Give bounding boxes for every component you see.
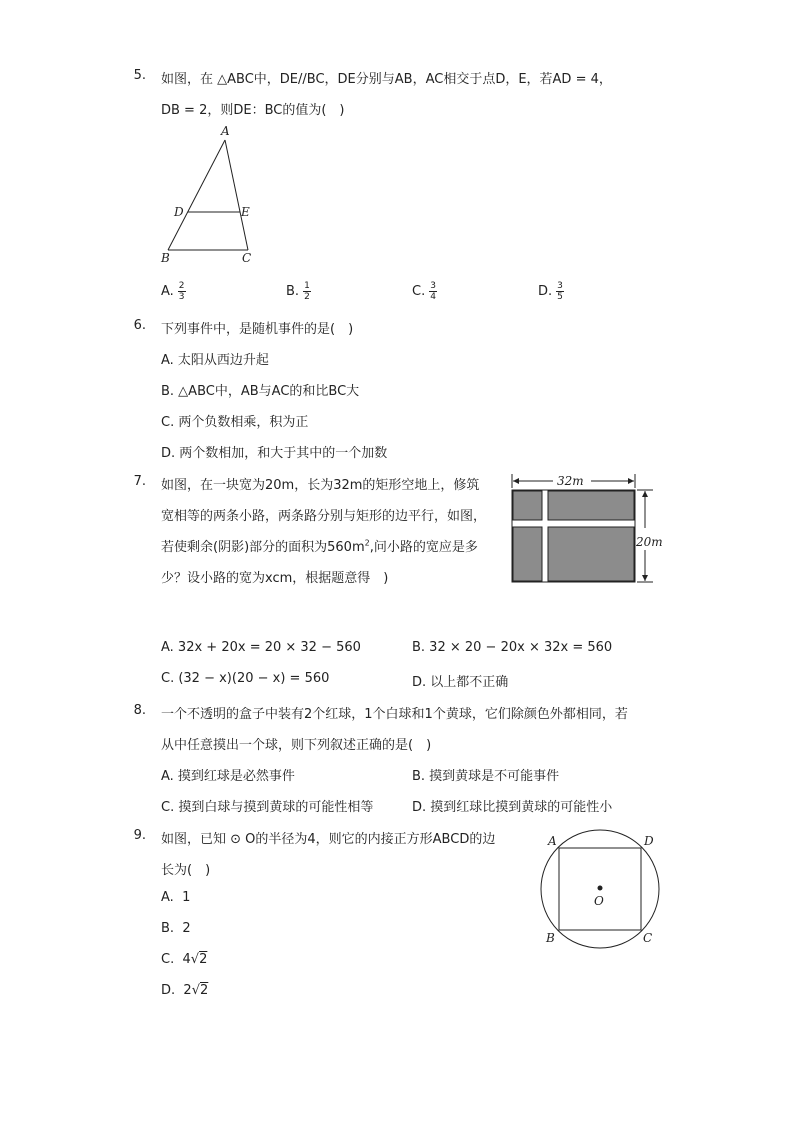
option-d[interactable]: D. 摸到红球比摸到黄球的可能性小 [412,800,613,815]
width-label: 32m [557,474,584,488]
question-text-line: 少？设小路的宽为xcm，根据题意得 ) [161,571,389,586]
height-label: 20m [636,535,663,549]
option-c[interactable]: C. 4√2 [161,952,208,967]
option-a[interactable]: A. $\frac{2}{3}$ [161,281,185,302]
label-d: D [174,205,184,219]
question-text-line: 一个不透明的盒子中装有2个红球，1个白球和1个黄球，它们除颜色外都相同，若 [161,707,628,722]
question-text-line: 如图，在一块宽为20m，长为32m的矩形空地上，修筑 [161,478,480,493]
question-number: 9. [133,828,146,843]
question-text-line: 若使剩余(阴影)部分的面积为$560m^2$,问小路的宽应是多 [161,538,478,555]
question-number: 5. [133,68,146,83]
label-a: A [548,834,557,848]
option-d[interactable]: D. $\frac{3}{5}$ [538,281,563,302]
label-c: C [242,251,252,265]
sqrt-icon: √ [191,983,200,998]
option-c[interactable]: C. 摸到白球与摸到黄球的可能性相等 [161,800,374,815]
option-b[interactable]: B. 32 × 20 − 20x × 32x = 560 [412,640,613,655]
option-c[interactable]: C. (32 − x)(20 − x) = 560 [161,671,330,686]
question-number: 7. [133,474,146,489]
option-d[interactable]: D. 以上都不正确 [412,675,509,690]
question-number: 8. [133,703,146,718]
option-a[interactable]: A. 1 [161,890,191,905]
option-a[interactable]: A. 太阳从西边升起 [161,353,269,368]
option-d[interactable]: D. 两个数相加，和大于其中的一个加数 [161,446,388,461]
label-e: E [241,205,250,219]
option-a[interactable]: A. 摸到红球是必然事件 [161,769,295,784]
label-d: D [644,834,654,848]
option-c[interactable]: C. $\frac{3}{4}$ [412,281,436,302]
question-text-line: DB = 2，则DE：BC的值为( ) [161,103,345,118]
circle-square-figure [532,828,672,950]
option-b[interactable]: B. 摸到黄球是不可能事件 [412,769,560,784]
label-o: O [594,894,604,908]
question-text-line: 如图，在 △ABC中，DE//BC，DE分别与AB，AC相交于点D，E，若AD = 4， [161,72,612,87]
option-b[interactable]: B. △ABC中，AB与AC的和比BC大 [161,384,360,399]
label-a: A [221,124,230,138]
option-b[interactable]: B. 2 [161,921,191,936]
triangle-figure [155,120,265,270]
question-text-line: 下列事件中，是随机事件的是( ) [161,322,354,337]
question-text-line: 从中任意摸出一个球，则下列叙述正确的是( ) [161,738,432,753]
option-b[interactable]: B. $\frac{1}{2}$ [286,281,310,302]
question-number: 6. [133,318,146,333]
label-b: B [161,251,170,265]
question-text-line: 长为( ) [161,863,211,878]
question-text-line: 宽相等的两条小路，两条路分别与矩形的边平行，如图， [161,509,487,524]
option-a[interactable]: A. 32x + 20x = 20 × 32 − 560 [161,640,361,655]
label-b: B [546,931,555,945]
question-text-line: 如图，已知 ⊙ O的半径为4，则它的内接正方形ABCD的边 [161,832,496,847]
option-d[interactable]: D. 2√2 [161,983,209,998]
label-c: C [643,931,653,945]
sqrt-icon: √ [190,952,200,967]
option-c[interactable]: C. 两个负数相乘，积为正 [161,415,309,430]
rectangle-roads-figure [505,470,670,586]
